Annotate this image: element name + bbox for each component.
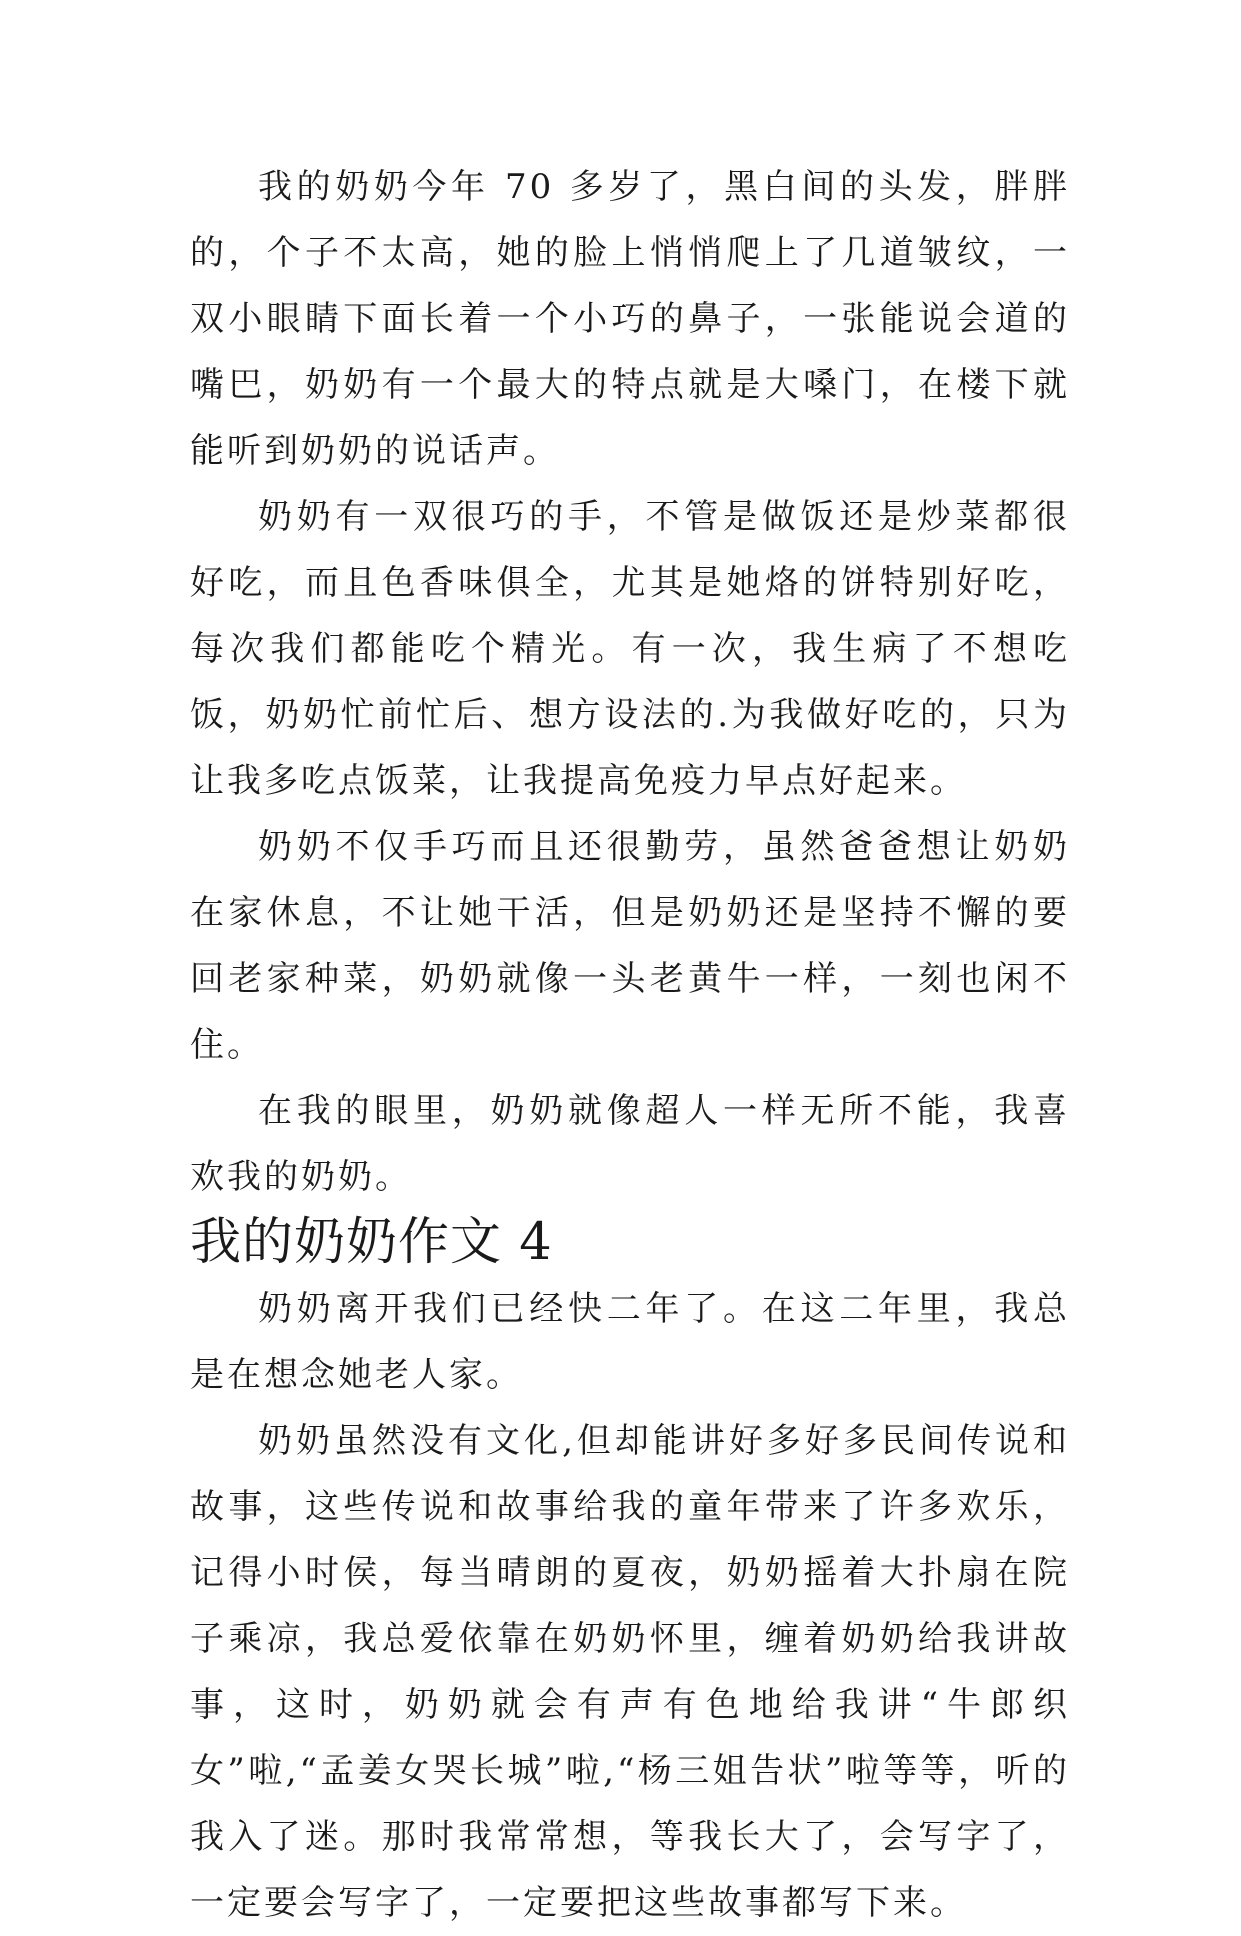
paragraph-grandma-superman: 在我的眼里，奶奶就像超人一样无所不能，我喜欢我的奶奶。 [190,1091,1070,1197]
document-body [190,154,1070,1936]
paragraph-grandma-appearance: 我的奶奶今年 70 多岁了，黑白间的头发，胖胖的，个子不太高，她的脸上悄悄爬上了几道皱纹，一双小眼睛下面长着一个小巧的鼻子，一张能说会道的嘴巴，奶奶有一个最大的特点就是大嗓门，在楼下就能听到奶奶的说话声。 [190,167,1070,471]
paragraph-grandma-cooking: 奶奶有一双很巧的手，不管是做饭还是炒菜都很好吃，而且色香味俱全，尤其是她烙的饼特别好吃，每次我们都能吃个精光。有一次，我生病了不想吃饭，奶奶忙前忙后、想方设法的.为我做好吃的，只为让我多吃点饭菜，让我提高免疫力早点好起来。 [190,497,1070,801]
paragraph-grandma-stories: 奶奶虽然没有文化,但却能讲好多好多民间传说和故事，这些传说和故事给我的童年带来了许多欢乐，记得小时侯，每当晴朗的夏夜，奶奶摇着大扑扇在院子乘凉，我总爱依靠在奶奶怀里，缠着奶奶给我讲故事，这时，奶奶就会有声有色地给我讲“牛郎织女”啦,“孟姜女哭长城”啦,“杨三姐告状”啦等等，听的我入了迷。那时我常常想，等我长大了，会写字了，一定要会写字了，一定要把这些故事都写下来。 [190,1421,1070,1923]
paragraph-missing-grandma: 奶奶离开我们已经快二年了。在这二年里，我总是在想念她老人家。 [190,1289,1070,1395]
paragraph-grandma-diligent: 奶奶不仅手巧而且还很勤劳，虽然爸爸想让奶奶在家休息，不让她干活，但是奶奶还是坚持不懈的要回老家种菜，奶奶就像一头老黄牛一样，一刻也闲不住。 [190,827,1070,1065]
section-heading: 我的奶奶作文 4 [190,1213,553,1272]
